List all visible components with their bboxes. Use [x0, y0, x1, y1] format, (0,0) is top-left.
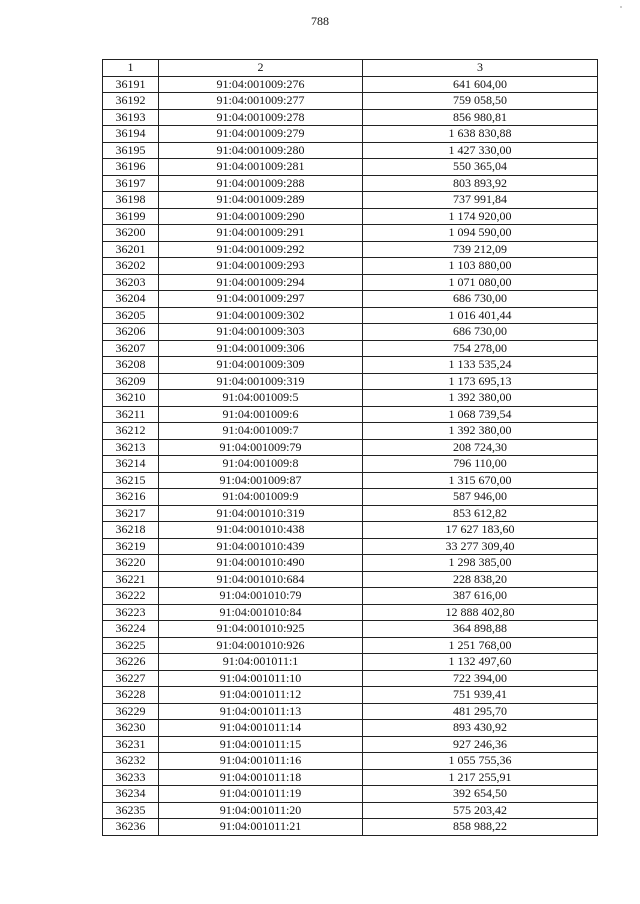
cadastral-number-cell: 91:04:001011:14 [159, 720, 363, 737]
table-row [103, 241, 598, 258]
cadastral-number-cell: 91:04:001009:281 [159, 159, 363, 176]
cadastral-number-cell: 91:04:001009:303 [159, 324, 363, 341]
row-number-cell: 36194 [103, 126, 159, 143]
table-row [103, 142, 598, 159]
table-row [103, 720, 598, 737]
row-number-cell: 36225 [103, 637, 159, 654]
cadastral-number-cell: 91:04:001009:280 [159, 142, 363, 159]
cadastral-number-cell: 91:04:001009:291 [159, 225, 363, 242]
row-number-cell: 36205 [103, 307, 159, 324]
column-header-number: 1 [103, 60, 159, 77]
table-row [103, 753, 598, 770]
cadastral-value-cell: 12 888 402,80 [363, 604, 598, 621]
table-row [103, 637, 598, 654]
table-header [103, 60, 598, 77]
table-row [103, 522, 598, 539]
cadastral-number-cell: 91:04:001011:13 [159, 703, 363, 720]
cadastral-value-cell: 853 612,82 [363, 505, 598, 522]
row-number-cell: 36199 [103, 208, 159, 225]
cadastral-number-cell: 91:04:001010:439 [159, 538, 363, 555]
cadastral-value-cell: 686 730,00 [363, 291, 598, 308]
table-row [103, 357, 598, 374]
cadastral-value-cell: 575 203,42 [363, 802, 598, 819]
cadastral-value-cell: 1 055 755,36 [363, 753, 598, 770]
cadastral-value-cell: 1 392 380,00 [363, 423, 598, 440]
row-number-cell: 36200 [103, 225, 159, 242]
cadastral-number-cell: 91:04:001009:290 [159, 208, 363, 225]
cadastral-value-cell: 751 939,41 [363, 687, 598, 704]
cadastral-value-cell: 1 174 920,00 [363, 208, 598, 225]
row-number-cell: 36224 [103, 621, 159, 638]
table-row [103, 340, 598, 357]
row-number-cell: 36208 [103, 357, 159, 374]
cadastral-number-cell: 91:04:001010:684 [159, 571, 363, 588]
table-row [103, 126, 598, 143]
table-row [103, 456, 598, 473]
cadastral-number-cell: 91:04:001011:15 [159, 736, 363, 753]
cadastral-number-cell: 91:04:001010:925 [159, 621, 363, 638]
table-row [103, 291, 598, 308]
row-number-cell: 36231 [103, 736, 159, 753]
row-number-cell: 36228 [103, 687, 159, 704]
table-row [103, 604, 598, 621]
cadastral-number-cell: 91:04:001010:84 [159, 604, 363, 621]
row-number-cell: 36220 [103, 555, 159, 572]
cadastral-number-cell: 91:04:001009:293 [159, 258, 363, 275]
cadastral-number-cell: 91:04:001011:21 [159, 819, 363, 836]
cadastral-number-cell: 91:04:001009:5 [159, 390, 363, 407]
cadastral-value-cell: 1 427 330,00 [363, 142, 598, 159]
table-row [103, 390, 598, 407]
table-row [103, 703, 598, 720]
cadastral-number-cell: 91:04:001011:18 [159, 769, 363, 786]
cadastral-number-cell: 91:04:001011:1 [159, 654, 363, 671]
cadastral-number-cell: 91:04:001011:19 [159, 786, 363, 803]
cadastral-value-cell: 208 724,30 [363, 439, 598, 456]
row-number-cell: 36202 [103, 258, 159, 275]
table-row [103, 472, 598, 489]
row-number-cell: 36213 [103, 439, 159, 456]
cadastral-value-cell: 796 110,00 [363, 456, 598, 473]
row-number-cell: 36201 [103, 241, 159, 258]
cadastral-value-cell: 1 132 497,60 [363, 654, 598, 671]
row-number-cell: 36221 [103, 571, 159, 588]
table-row [103, 373, 598, 390]
row-number-cell: 36230 [103, 720, 159, 737]
cadastral-number-cell: 91:04:001009:292 [159, 241, 363, 258]
cadastral-value-cell: 33 277 309,40 [363, 538, 598, 555]
cadastral-value-cell: 1 094 590,00 [363, 225, 598, 242]
row-number-cell: 36229 [103, 703, 159, 720]
cadastral-value-cell: 387 616,00 [363, 588, 598, 605]
row-number-cell: 36212 [103, 423, 159, 440]
cadastral-value-cell: 641 604,00 [363, 76, 598, 93]
table-row [103, 208, 598, 225]
cadastral-value-cell: 364 898,88 [363, 621, 598, 638]
cadastral-number-cell: 91:04:001009:87 [159, 472, 363, 489]
cadastral-number-cell: 91:04:001009:302 [159, 307, 363, 324]
row-number-cell: 36206 [103, 324, 159, 341]
cadastral-number-cell: 91:04:001009:309 [159, 357, 363, 374]
cadastral-value-cell: 739 212,09 [363, 241, 598, 258]
table-row [103, 588, 598, 605]
cadastral-value-cell: 1 133 535,24 [363, 357, 598, 374]
cadastral-value-cell: 856 980,81 [363, 109, 598, 126]
cadastral-number-cell: 91:04:001009:306 [159, 340, 363, 357]
table-row [103, 571, 598, 588]
cadastral-value-cell: 927 246,36 [363, 736, 598, 753]
cadastral-value-cell: 1 016 401,44 [363, 307, 598, 324]
cadastral-number-cell: 91:04:001009:6 [159, 406, 363, 423]
row-number-cell: 36210 [103, 390, 159, 407]
table-body [103, 76, 598, 835]
cadastral-value-cell: 228 838,20 [363, 571, 598, 588]
cadastral-number-cell: 91:04:001009:7 [159, 423, 363, 440]
scan-artifact-dot [620, 6, 622, 8]
row-number-cell: 36209 [103, 373, 159, 390]
row-number-cell: 36207 [103, 340, 159, 357]
cadastral-value-cell: 17 627 183,60 [363, 522, 598, 539]
column-header-value: 3 [363, 60, 598, 77]
table-row [103, 192, 598, 209]
row-number-cell: 36193 [103, 109, 159, 126]
table-row [103, 538, 598, 555]
row-number-cell: 36204 [103, 291, 159, 308]
table-row [103, 736, 598, 753]
table-row [103, 439, 598, 456]
cadastral-number-cell: 91:04:001011:20 [159, 802, 363, 819]
cadastral-number-cell: 91:04:001010:438 [159, 522, 363, 539]
row-number-cell: 36235 [103, 802, 159, 819]
cadastral-value-cell: 759 058,50 [363, 93, 598, 110]
cadastral-value-cell: 1 638 830,88 [363, 126, 598, 143]
row-number-cell: 36215 [103, 472, 159, 489]
cadastral-value-cell: 392 654,50 [363, 786, 598, 803]
cadastral-value-cell: 587 946,00 [363, 489, 598, 506]
table-row [103, 769, 598, 786]
cadastral-value-cell: 1 068 739,54 [363, 406, 598, 423]
cadastral-value-cell: 737 991,84 [363, 192, 598, 209]
header-row [103, 60, 598, 77]
cadastral-number-cell: 91:04:001009:288 [159, 175, 363, 192]
cadastral-number-cell: 91:04:001009:8 [159, 456, 363, 473]
cadastral-number-cell: 91:04:001009:278 [159, 109, 363, 126]
row-number-cell: 36197 [103, 175, 159, 192]
table-row [103, 175, 598, 192]
row-number-cell: 36195 [103, 142, 159, 159]
cadastral-number-cell: 91:04:001011:10 [159, 670, 363, 687]
row-number-cell: 36227 [103, 670, 159, 687]
table-row [103, 423, 598, 440]
cadastral-value-cell: 686 730,00 [363, 324, 598, 341]
row-number-cell: 36219 [103, 538, 159, 555]
cadastral-number-cell: 91:04:001010:926 [159, 637, 363, 654]
cadastral-value-cell: 1 217 255,91 [363, 769, 598, 786]
row-number-cell: 36196 [103, 159, 159, 176]
table-row [103, 225, 598, 242]
table-row [103, 621, 598, 638]
cadastral-number-cell: 91:04:001009:289 [159, 192, 363, 209]
table-row [103, 76, 598, 93]
cadastral-number-cell: 91:04:001009:9 [159, 489, 363, 506]
row-number-cell: 36234 [103, 786, 159, 803]
row-number-cell: 36216 [103, 489, 159, 506]
table-row [103, 489, 598, 506]
table-row [103, 670, 598, 687]
cadastral-value-cell: 858 988,22 [363, 819, 598, 836]
row-number-cell: 36211 [103, 406, 159, 423]
table-row [103, 802, 598, 819]
cadastral-value-cell: 1 251 768,00 [363, 637, 598, 654]
table-row [103, 258, 598, 275]
table-row [103, 819, 598, 836]
table-row [103, 555, 598, 572]
row-number-cell: 36236 [103, 819, 159, 836]
row-number-cell: 36232 [103, 753, 159, 770]
row-number-cell: 36217 [103, 505, 159, 522]
cadastral-number-cell: 91:04:001010:79 [159, 588, 363, 605]
cadastral-number-cell: 91:04:001009:279 [159, 126, 363, 143]
cadastral-number-cell: 91:04:001010:319 [159, 505, 363, 522]
cadastral-value-cell: 803 893,92 [363, 175, 598, 192]
table-row [103, 654, 598, 671]
row-number-cell: 36192 [103, 93, 159, 110]
cadastral-value-cell: 1 103 880,00 [363, 258, 598, 275]
table-row [103, 505, 598, 522]
cadastral-number-cell: 91:04:001011:16 [159, 753, 363, 770]
cadastral-value-cell: 1 315 670,00 [363, 472, 598, 489]
cadastral-value-cell: 1 298 385,00 [363, 555, 598, 572]
table-row [103, 93, 598, 110]
row-number-cell: 36218 [103, 522, 159, 539]
page-number: 788 [311, 14, 329, 28]
cadastral-value-cell: 893 430,92 [363, 720, 598, 737]
table-row [103, 406, 598, 423]
row-number-cell: 36214 [103, 456, 159, 473]
cadastral-number-cell: 91:04:001009:319 [159, 373, 363, 390]
cadastral-number-cell: 91:04:001009:294 [159, 274, 363, 291]
table-row [103, 786, 598, 803]
cadastral-value-cell: 1 071 080,00 [363, 274, 598, 291]
table-row [103, 159, 598, 176]
cadastral-value-cell: 481 295,70 [363, 703, 598, 720]
row-number-cell: 36203 [103, 274, 159, 291]
cadastral-value-cell: 1 173 695,13 [363, 373, 598, 390]
cadastral-value-cell: 1 392 380,00 [363, 390, 598, 407]
cadastral-number-cell: 91:04:001009:277 [159, 93, 363, 110]
cadastral-number-cell: 91:04:001011:12 [159, 687, 363, 704]
row-number-cell: 36226 [103, 654, 159, 671]
cadastral-number-cell: 91:04:001009:276 [159, 76, 363, 93]
row-number-cell: 36191 [103, 76, 159, 93]
column-header-cadastral-number: 2 [159, 60, 363, 77]
table-row [103, 109, 598, 126]
cadastral-number-cell: 91:04:001009:297 [159, 291, 363, 308]
row-number-cell: 36222 [103, 588, 159, 605]
table-row [103, 687, 598, 704]
cadastral-number-cell: 91:04:001009:79 [159, 439, 363, 456]
table-row [103, 324, 598, 341]
cadastral-value-cell: 754 278,00 [363, 340, 598, 357]
cadastral-value-table [102, 59, 598, 836]
row-number-cell: 36198 [103, 192, 159, 209]
table-row [103, 307, 598, 324]
row-number-cell: 36233 [103, 769, 159, 786]
row-number-cell: 36223 [103, 604, 159, 621]
table-row [103, 274, 598, 291]
cadastral-value-cell: 550 365,04 [363, 159, 598, 176]
cadastral-number-cell: 91:04:001010:490 [159, 555, 363, 572]
cadastral-value-cell: 722 394,00 [363, 670, 598, 687]
